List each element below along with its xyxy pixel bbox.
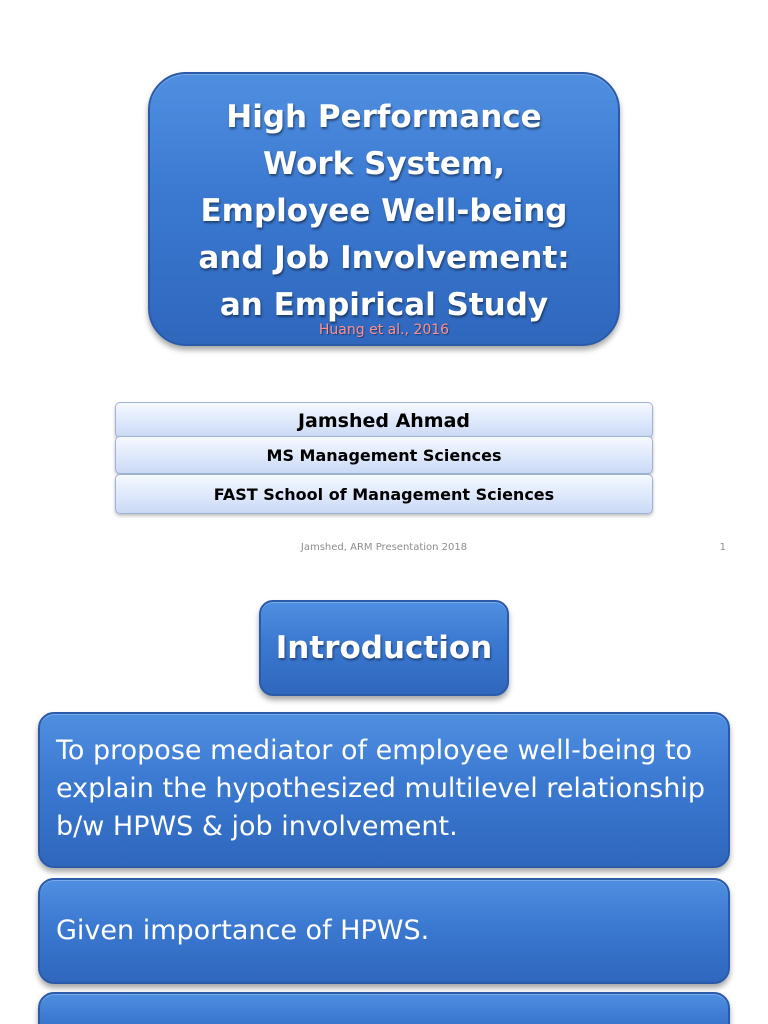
program-bar: MS Management Sciences: [115, 436, 653, 474]
citation: Huang et al., 2016: [318, 322, 450, 338]
bullet-box: [38, 878, 730, 984]
bullet-text: To propose mediator of employee well-being to explain the hypothesized multilevel relationship b/w HPWS & job involvement.: [56, 735, 706, 842]
title-box: [148, 72, 620, 346]
school-bar: FAST School of Management Sciences: [115, 474, 653, 514]
bullet-text: Given importance of HPWS.: [56, 915, 430, 946]
slide-footer: Jamshed, ARM Presentation 2018: [300, 542, 468, 553]
bullet-box: [38, 712, 730, 868]
introduction-heading-box: [259, 600, 509, 696]
bullet-box-partial: [38, 992, 730, 1024]
page-number: 1: [719, 542, 726, 553]
introduction-slide: [0, 576, 768, 1024]
author-bar: Jamshed Ahmad: [115, 402, 653, 438]
presentation-title: High Performance Work System, Employee Well-being and Job Involvement: an Empirical Study: [198, 99, 570, 323]
introduction-heading: Introduction: [275, 630, 493, 666]
